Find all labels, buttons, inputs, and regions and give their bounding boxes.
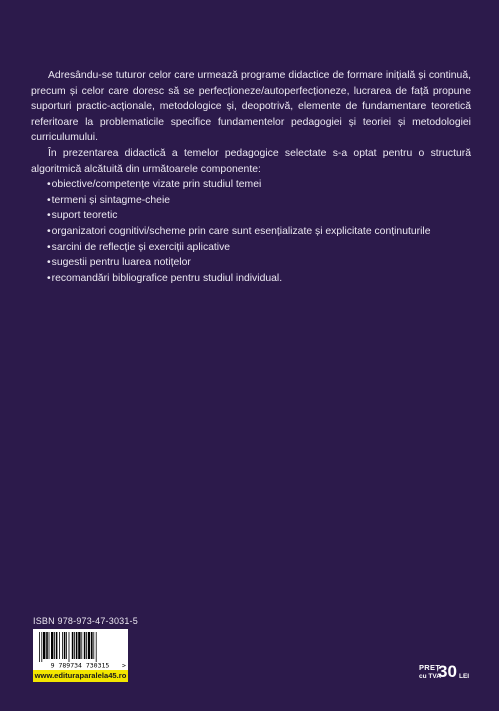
barcode-bar	[96, 632, 97, 662]
list-item: •termeni și sintagme-cheie	[47, 194, 171, 206]
barcode-bar	[41, 632, 42, 662]
barcode-bar	[78, 632, 80, 659]
structure-paragraph: În prezentarea didactică a temelor pedagogice selectate s-a optat pentru o structură algoritmică alcătuită din următoarele componente:	[31, 147, 471, 175]
barcode-bar	[46, 632, 48, 659]
barcode-bar	[86, 632, 87, 659]
barcode-bar	[81, 632, 82, 659]
barcode-bar	[56, 632, 58, 659]
list-item: •obiective/competențe vizate prin studiul temei	[47, 179, 262, 191]
list-item: •sugestii pentru luarea notițelor	[47, 257, 191, 269]
barcode-bar	[72, 632, 74, 659]
barcode-bar	[49, 632, 50, 659]
barcode-bar	[54, 632, 55, 659]
barcode-bar	[64, 632, 66, 659]
intro-paragraph: Adresându-se tuturor celor care urmează programe didactice de formare inițială și continuă, precum și celor care doresc să se perfecționeze/autoperfecționeze, lucrarea de față propune suporturi practic-acționale, metodologice și, deopotrivă, elemente de fundamentare teoretică referitoare la problematicile specifice fundamentelor pedagogiei și teoriei și metodologiei curriculumului.	[31, 70, 471, 144]
barcode-bar	[43, 632, 45, 659]
bullet-icon: •	[47, 272, 51, 284]
description-text	[31, 68, 471, 286]
barcode-bar	[69, 632, 70, 662]
barcode-bar	[76, 632, 78, 659]
isbn-label: ISBN 978-973-47-3031-5	[33, 616, 138, 626]
barcode-marker: >	[122, 661, 126, 670]
currency-label: LEI	[459, 673, 470, 680]
bullet-icon: •	[47, 241, 51, 253]
barcode-bar	[66, 632, 67, 659]
bullet-icon: •	[47, 225, 51, 237]
list-item: •recomandări bibliografice pentru studiul individual.	[47, 272, 283, 284]
barcode-bar	[62, 632, 63, 659]
barcode-bar	[84, 632, 86, 659]
barcode-bar	[88, 632, 90, 659]
list-item: •sarcini de reflecție și exerciții aplicative	[47, 241, 231, 253]
barcode-digits: 9 789734 730315	[50, 661, 110, 670]
price-label: PREȚ	[419, 663, 441, 672]
bullet-icon: •	[47, 194, 51, 206]
barcode-bar	[51, 632, 53, 659]
bullet-icon: •	[47, 210, 51, 222]
barcode-bar	[59, 632, 60, 659]
list-item: •suport teoretic	[47, 210, 118, 222]
barcode-bar	[91, 632, 93, 659]
bullet-icon: •	[47, 179, 51, 191]
price-amount: 30	[438, 662, 457, 681]
barcode-bar	[74, 632, 75, 659]
barcode-bar	[39, 632, 40, 662]
bullet-icon: •	[47, 257, 51, 269]
components-list	[31, 177, 471, 286]
barcode-icon	[33, 629, 128, 670]
publisher-website: www.edituraparalela45.ro	[34, 671, 127, 680]
vat-label: cu TVA	[419, 673, 441, 680]
list-item: •organizatori cognitivi/scheme prin care sunt esențializate și explicitate conținuturile	[47, 225, 431, 237]
barcode-bar	[93, 632, 94, 659]
price-tag	[419, 662, 469, 684]
